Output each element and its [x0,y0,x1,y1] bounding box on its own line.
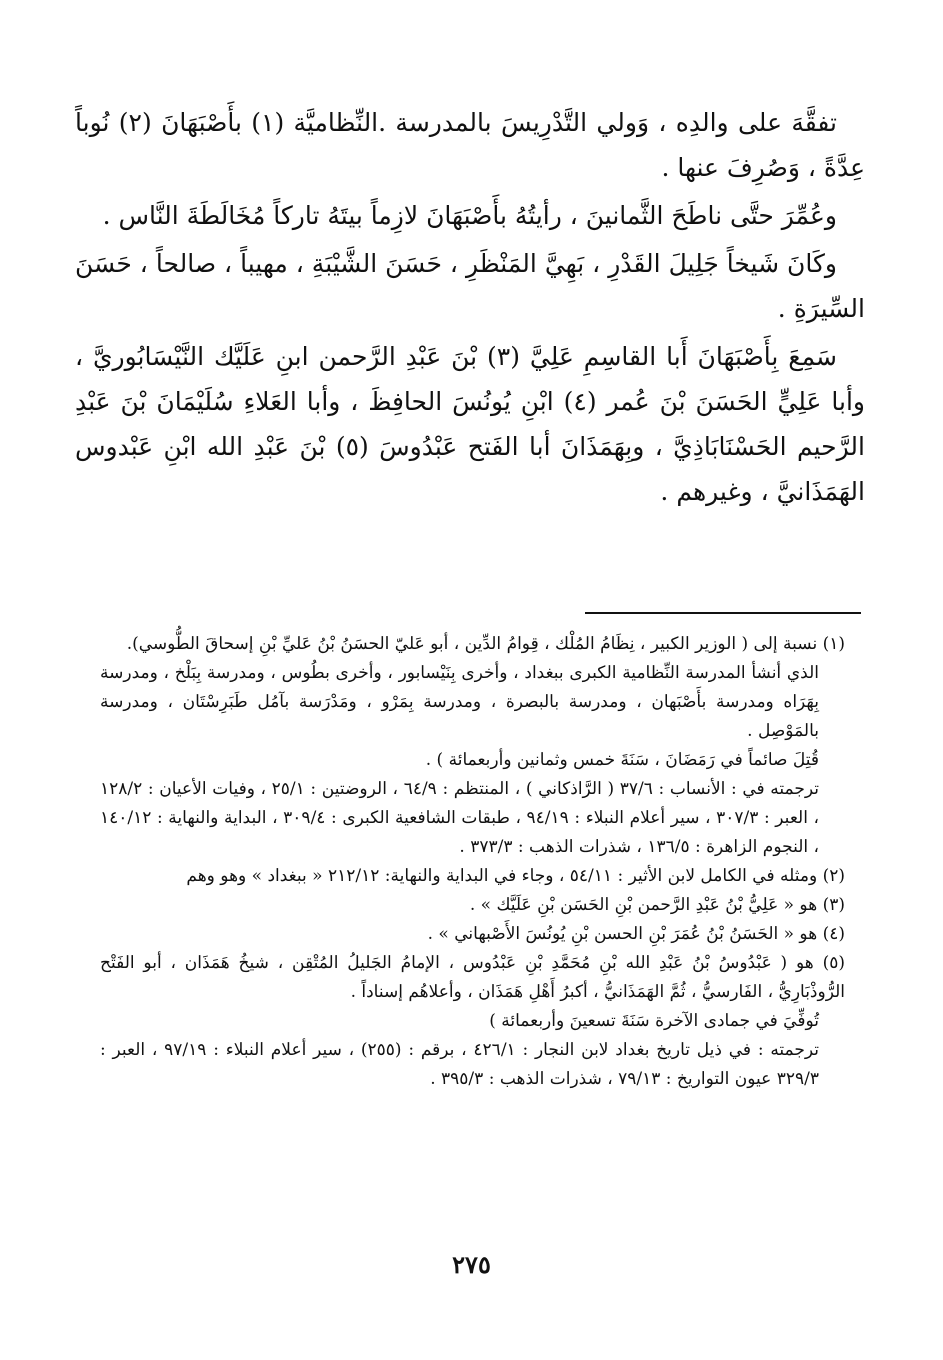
footnote-1-sources: ترجمته في : الأنساب : ٣٧/٦ ( الرَّاذكاني ) ، المنتظم : ٦٤/٩ ، الروضتين : ٢٥/١ ، وفيات الأعيان : ١٢٨/٢ ، العبر : ٣٠٧/٣ ، سير أعلام النبلاء : ٩٤/١٩ ، طبقات الشافعية الكبرى : ٣٠٩/٤ ، البداية والنهاية : ١٤٠/١٢ ، النجوم الزاهرة : ١٣٦/٥ ، شذرات الذهب : ٣٧٣/٣ . [100,779,819,857]
footnote-4: (٤) هو « الحَسَنُ بْنُ عُمَرَ بْنِ الحسن بْنِ يُونُسَ الأَصْبهاني » . [427,924,845,944]
paragraph-1: تفقَّهَ على والدِه ، وَولي التَّدْرِيسَ بالمدرسة .النِّظاميَّة (١) بأَصْبَهَانَ (٢) نُوباً عِدَّةً ، وَصُرِفَ عنها . [75,108,865,182]
footnote-5-intro: (٥) هو ( عَبْدُوسُ بْنُ عَبْدِ الله بْنِ مُحَمَّدِ بْنِ عَبْدُوس ، الإمامُ الجَليلُ المُتْقِن ، شيخُ هَمَذَان ، أبو الفَتْح الرُّوذْبَارِيُّ ، الفَارسيُّ ، ثُمَّ الهَمَذَانيُّ ، أكبرُ أَهْلِ هَمَذَان ، وأعلاهُم إسناداً . [100,953,845,1002]
footnote-5-death: تُوفِّيَ في جمادى الآخرة سَنَةَ تسعينَ وأربعمائة ) [489,1011,819,1031]
footnote-2: (٢) ومثله في الكامل لابن الأثير : ٥٤/١١ ، وجاء في البداية والنهاية: ٢١٢/١٢ « ببغداد » وهو وهم [186,866,845,886]
paragraph-3: وكَانَ شَيخاً جَلِيلَ القَدْرِ ، بَهِيَّ المَنْظَرِ ، حَسَنَ الشَّيْبَةِ ، مهيباً ، صالحاً ، حَسَنَ السِّيرَةِ . [75,249,865,323]
main-text [75,100,865,517]
footnote-3: (٣) هو « عَلِيُّ بْنُ عَبْدِ الرَّحمن بْنِ الحَسَن بْنِ عَلَيَّك » . [469,895,845,915]
footnote-1-body: الذي أنشأ المدرسة النِّظامية الكبرى ببغداد ، وأخرى بِنَيْسابور ، وأخرى بطُوس ، ومدرسة بِبَلْخ ، ومدرسة بِهَرَاه ومدرسة بأَصْبَهان ، ومدرسة بالبصرة ، ومدرسة بِمَرْو ، ومَدْرَسة بآمُل طَبَرِسْتَان ، ومدرسة بالمَوْصِل . [100,663,819,741]
page-number: ٢٧٥ [452,1250,491,1279]
footnotes [100,630,845,1094]
paragraph-4: سَمِعَ بِأَصْبَهَانَ أَبا القاسِمِ عَلِيَّ (٣) بْنَ عَبْدِ الرَّحمن ابنِ عَلَيَّك النَّيْسَابُوريَّ ، وأبا عَلِيٍّ الحَسَنَ بْنَ عُمر (٤) ابْنِ يُونُسَ الحافِظَ ، وأبا العَلاءِ سُلَيْمَانَ بْنَ عَبْدِ الرَّحيم الحَسْنَابَاذِيَّ ، وبِهَمَذَانَ أبا الفَتح عَبْدُوسَ (٥) بْنَ عَبْدِ الله ابْنِ عَبْدوس الهَمَذَانيَّ ، وغيرهم . [75,342,865,506]
footnote-separator [585,612,861,614]
footnote-1-intro: (١) نسبة إلى ( الوزير الكبير ، نِظَامُ المُلْك ، قِوامُ الدِّين ، أبو عَليّ الحسَنُ بْنُ عَليِّ بْنِ إسحاقَ الطُّوسي). [126,634,845,654]
paragraph-2: وعُمِّرَ حتَّى ناطَحَ الثَّمانينَ ، رأيتُهُ بأَصْبَهَانَ لازِماً بيتَهُ تاركاً مُخَالَطَةَ النَّاس . [102,201,837,230]
footnote-5-sources: ترجمته : في ذيل تاريخ بغداد لابن النجار : ٤٢٦/١ ، برقم : (٢٥٥) ، سير أعلام النبلاء : ٩٧/١٩ ، العبر : ٣٢٩/٣ عيون التواريخ : ٧٩/١٣ ، شذرات الذهب : ٣٩٥/٣ . [100,1040,820,1089]
footnote-1-death: قُتِلَ صائماً في رَمَضَانَ ، سَنَةَ خمس وثمانين وأربعمائة ) . [425,750,819,770]
